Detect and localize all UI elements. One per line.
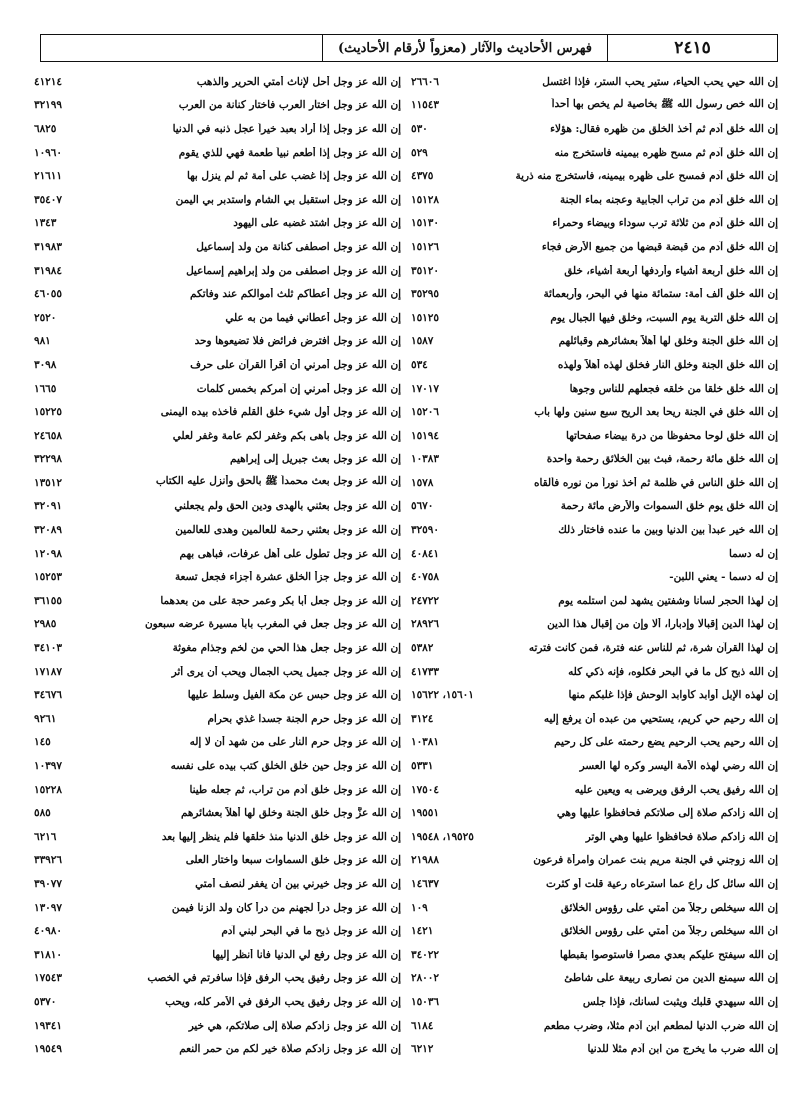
index-entry (411, 589, 778, 613)
entry-text: إن الله عز وجل زادكم صلاة إلى صلاتكم، هي خير (188, 1019, 401, 1032)
index-entry (34, 754, 401, 778)
index-entry (34, 660, 401, 684)
hadith-number: ٣٤٠٢٢ (411, 948, 439, 961)
entry-text: إن الله عز وجل ذبح ما في البحر لبني آدم (221, 925, 401, 938)
hadith-number: ٢١٩٨٨ (411, 854, 439, 867)
entry-text: إن الله عز وجل باهى بكم وغفر لكم عامة وغفر لعلي (172, 429, 401, 442)
entry-text: إن الله عز وجل استقبل بي الشام واستدبر بي اليمن (175, 193, 401, 206)
index-entry (411, 282, 778, 306)
hadith-number: ٥٣٨٢ (411, 642, 434, 655)
hadith-number: ١٤٦٣٧ (411, 877, 439, 890)
index-entry (411, 943, 778, 967)
index-entry (34, 636, 401, 660)
entry-text: إن الله عز وجل إذا غضب على أمة ثم لم ينزل بها (186, 170, 401, 183)
index-entry (34, 849, 401, 873)
index-entry (34, 801, 401, 825)
entry-text: إن الله خلق آدم فمسح على ظهره بيمينه، فاستخرج منه ذرية (515, 170, 778, 183)
index-entry (34, 117, 401, 141)
right-column (411, 70, 778, 1079)
left-column (34, 70, 401, 1079)
index-entry (411, 94, 778, 118)
hadith-number: ١٠٣٩٧ (34, 760, 62, 773)
hadith-number: ٣١٢٤ (411, 712, 434, 725)
index-entry (34, 825, 401, 849)
hadith-number: ١٩٣٤١ (34, 1019, 62, 1032)
entry-text: ان الله سيخلص رجلاً من أمتي على رؤوس الخلائق (560, 925, 778, 938)
index-entry (411, 707, 778, 731)
hadith-number: ١٠٩ (411, 901, 428, 914)
entry-text: إن الله عز وجل حرم النار على من شهد أن لا إله (189, 736, 401, 749)
index-entry (34, 471, 401, 495)
hadith-number: ٣٤١٠٣ (34, 642, 62, 655)
index-entry (34, 235, 401, 259)
entry-text: إن له دسما - يعني اللبن- (669, 571, 778, 584)
index-entry (34, 94, 401, 118)
hadith-number: ٢٨٩٢٦ (411, 618, 439, 631)
entry-text: إن الله ضرب ما يخرج من ابن آدم مثلا للدنيا (587, 1043, 778, 1056)
hadith-number: ٣٠٩٨ (34, 358, 57, 371)
index-entry (411, 731, 778, 755)
entry-text: إن الله زادكم صلاة إلى صلاتكم فحافظوا عليها وهي (556, 807, 778, 820)
entry-text: إن الله عز وجل أعطاكم ثلث أموالكم عند وفاتكم (190, 288, 401, 301)
entry-text: إن الله عز وجل خلق آدم من تراب، ثم جعله طينا (189, 783, 401, 796)
hadith-number: ١٥٦٠١، ١٥٦٢٢ (411, 689, 474, 702)
hadith-number: ٥٣٤ (411, 358, 428, 371)
hadith-number: ٥٦٧٠ (411, 500, 434, 513)
entry-text: إن الله عز وجل جعل في المغرب باباً مسيرة عرضه سبعون (145, 618, 401, 631)
index-entry (411, 471, 778, 495)
index-columns (34, 70, 778, 1079)
index-entry (411, 778, 778, 802)
index-entry (411, 896, 778, 920)
index-entry (411, 495, 778, 519)
index-entry (34, 212, 401, 236)
entry-text: إن الله عز وجل زادكم صلاة خير لكم من حمر النعم (179, 1043, 401, 1056)
hadith-number: ٦١٨٤ (411, 1019, 434, 1032)
index-entry (34, 70, 401, 94)
index-entry (411, 141, 778, 165)
entry-text: إن الله عز وجل تطول على أهل عرفات، فباهى بهم (179, 547, 401, 560)
entry-text: إن الله خلق أربعة أشياء وأردفها أربعة أشياء، خلق (564, 264, 778, 277)
hadith-number: ٤٠٧٥٨ (411, 571, 439, 584)
index-entry (34, 353, 401, 377)
hadith-number: ٣٦١٥٥ (34, 594, 62, 607)
index-entry (34, 778, 401, 802)
hadith-number: ١٠٩٦٠ (34, 146, 62, 159)
entry-text: إن الله خلق آدم من قبضة قبضها من جميع الأرض فجاء (541, 240, 778, 253)
entry-text: إن الله عز وجل بعثني بالهدى ودين الحق ولم يجعلني (174, 500, 401, 513)
hadith-number: ٢٥٢٠ (34, 311, 57, 324)
index-entry (411, 518, 778, 542)
hadith-number: ١٥٢٠٦ (411, 406, 439, 419)
entry-text: إن الله سيفتح عليكم بعدي مصرا فاستوصوا بقبطها (559, 948, 778, 961)
index-entry (34, 896, 401, 920)
index-entry (34, 683, 401, 707)
entry-text: إن الله خص رسول الله ﷺ بخاصية لم يخص بها أحداً (551, 97, 778, 110)
hadith-number: ١٥١٢٥ (411, 311, 439, 324)
entry-text: إن الله عز وجل حين خلق الخلق كتب بيده على نفسه (170, 760, 401, 773)
hadith-number: ٤٠٨٤١ (411, 547, 439, 560)
hadith-number: ٣٩٠٧٧ (34, 877, 62, 890)
hadith-number: ١٧٥٠٤ (411, 783, 439, 796)
index-entry (34, 872, 401, 896)
hadith-number: ٣١٨١٠ (34, 948, 62, 961)
entry-text: إن الله خلق ألف أمة: ستمائة منها في البحر، وأربعمائة (543, 288, 778, 301)
index-entry (34, 518, 401, 542)
index-entry (34, 282, 401, 306)
index-entry (411, 424, 778, 448)
hadith-number: ٣٢٠٨٩ (34, 524, 62, 537)
entry-text: إن الله عز وجل حبس عن مكة الفيل وسلط عليها (187, 689, 401, 702)
hadith-number: ١٥٧٨ (411, 476, 434, 489)
entry-text: إن الله عز وجل رفيق يحب الرفق فإذا سافرتم في الخصب (147, 972, 401, 985)
entry-text: إن الله ذبح كل ما في البحر فكلوه، فإنه ذكي كله (568, 665, 778, 678)
entry-text: إن لهذا الحجر لسانا وشفتين يشهد لمن استلمه يوم (558, 594, 778, 607)
hadith-number: ١٧٥٤٣ (34, 972, 62, 985)
hadith-number: ١٩٥٤٩ (34, 1043, 62, 1056)
hadith-number: ١٥٢٢٥ (34, 406, 62, 419)
hadith-number: ٥٣٣١ (411, 760, 434, 773)
entry-text: إن الله عز وجل اصطفى كنانة من ولد إسماعيل (196, 240, 401, 253)
entry-text: إن الله عز وجل رفع لي الدنيا فأنا أنظر إليها (212, 948, 401, 961)
entry-text: إن الله رفيق يحب الرفق ويرضى به ويعين عليه (574, 783, 778, 796)
hadith-number: ١٩٥٥١ (411, 807, 439, 820)
page-header (40, 34, 778, 62)
index-entry (34, 400, 401, 424)
index-entry (411, 306, 778, 330)
entry-text: إن الله خلق يوم خلق السموات والأرض مائة رحمة (560, 500, 778, 513)
entry-text: إن الله عز وجل خيرني بين أن يغفر لنصف أمتي (195, 877, 401, 890)
index-entry (34, 259, 401, 283)
hadith-number: ٣٤٦٧٦ (34, 689, 62, 702)
hadith-number: ١٣٠٩٧ (34, 901, 62, 914)
hadith-number: ٣٥٤٠٧ (34, 193, 62, 206)
entry-text: إن الله عز وجل إذا أراد بعبد خيراً عجل ذنبه في الدنيا (172, 122, 401, 135)
hadith-number: ٣٥٢٩٥ (411, 288, 439, 301)
index-entry (34, 707, 401, 731)
index-entry (34, 613, 401, 637)
hadith-number: ١٢٠٩٨ (34, 547, 62, 560)
entry-text: إن الله عزَّ وجل خلق الجنة وخلق لها أهلاً بعشائرهم (181, 807, 401, 820)
hadith-number: ٣٢٢٩٨ (34, 453, 62, 466)
index-entry (34, 943, 401, 967)
index-entry (411, 872, 778, 896)
index-entry (34, 377, 401, 401)
index-entry (411, 235, 778, 259)
hadith-number: ١٥٨٧ (411, 335, 434, 348)
hadith-number: ٢٨٠٠٢ (411, 972, 439, 985)
index-entry (34, 424, 401, 448)
index-entry (411, 1037, 778, 1061)
hadith-number: ٣٣٩٢٦ (34, 854, 62, 867)
entry-text: إن الله عز وجل أول شيء خلق القلم فأخذه بيده اليمنى (160, 406, 401, 419)
hadith-number: ١٥١٣٠ (411, 217, 439, 230)
entry-text: إن الله سيمنع الدين من نصارى ربيعة على شاطئ (564, 972, 778, 985)
index-entry (34, 141, 401, 165)
index-entry (411, 212, 778, 236)
entry-text: إن الله عز وجل أمرني أن أقرأ القرآن على حرف (190, 358, 401, 371)
entry-text: إن الله عز وجل جعل هذا الحي من لخم وجذام مغوثة (172, 642, 401, 655)
entry-text: إن لهذا القرآن شرة، ثم للناس عنه فترة، فمن كانت فترته (528, 642, 778, 655)
entry-text: إن الله زادكم صلاة فحافظوا عليها وهي الوتر (585, 830, 778, 843)
header-blank-cell (41, 35, 322, 61)
index-entry (411, 448, 778, 472)
index-entry (34, 164, 401, 188)
hadith-number: ١٠٣٨١ (411, 736, 439, 749)
hadith-number: ٣٥١٢٠ (411, 264, 439, 277)
entry-text: إن الله عز وجل بعثني رحمة للعالمين وهدى للعالمين (175, 524, 401, 537)
hadith-number: ١٠٣٨٣ (411, 453, 439, 466)
index-entry (34, 967, 401, 991)
hadith-number: ٣٢٥٩٠ (411, 524, 439, 537)
entry-text: إن لهذه الإبل أوابد كأوابد الوحش فإذا غلبكم منها (568, 689, 778, 702)
index-entry (411, 636, 778, 660)
entry-text: إن الله عز وجل حرم الجنة جسدا غذي بحرام (207, 712, 401, 725)
hadith-number: ١٤٢١ (411, 925, 434, 938)
entry-text: إن الله عز وجل جزأ الخلق عشرة أجزاء فجعل تسعة (174, 571, 401, 584)
entry-text: إن الله عز وجل جميل يحب الجمال ويحب أن يرى أثر (171, 665, 401, 678)
hadith-number: ٢١٦١١ (34, 170, 62, 183)
index-entry (411, 801, 778, 825)
hadith-number: ١٥١٢٨ (411, 193, 439, 206)
hadith-number: ١٧١٨٧ (34, 665, 62, 678)
hadith-number: ٩٨١ (34, 335, 51, 348)
hadith-number: ٦٢١٦ (34, 830, 57, 843)
entry-text: إن الله عز وجل إذا أطعم نبياً طعمة فهي للذي يقوم (178, 146, 401, 159)
hadith-number: ٢٤٦٥٨ (34, 429, 62, 442)
hadith-number: ٥٣٠ (411, 122, 428, 135)
index-page (16, 0, 778, 1109)
index-entry (34, 495, 401, 519)
entry-text: إن الله رحيم حي كريم، يستحيي من عبده أن يرفع إليه (543, 712, 778, 725)
entry-text: إن الله عز وجل خلق الدنيا منذ خلقها فلم ينظر إليها بعد (161, 830, 401, 843)
hadith-number: ٥٢٩ (411, 146, 428, 159)
entry-text: إن الله خير عبداً بين الدنيا وبين ما عنده فاختار ذلك (558, 524, 778, 537)
hadith-number: ٤١٧٣٣ (411, 665, 439, 678)
entry-text: إن الله عز وجل خلق السماوات سبعا واختار العلى (185, 854, 401, 867)
hadith-number: ٣١٩٨٣ (34, 240, 62, 253)
hadith-number: ١٩٥٢٥، ١٩٥٤٨ (411, 830, 474, 843)
index-entry (34, 1014, 401, 1038)
entry-text: إن الله عز وجل افترض فرائض فلا تضيعوها وحد (194, 335, 401, 348)
page-title: فهرس الأحاديث والآثار (معزواً لأرقام الأحاديث) (322, 35, 607, 61)
entry-text: إن الله عز وجل درأ لجهنم من درأ كان ولد الزنا فيمن (171, 901, 401, 914)
index-entry (411, 613, 778, 637)
entry-text: إن لهذا الدين إقبالا وإدبارا، ألا وإن من إقبال هذا الدين (547, 618, 778, 631)
entry-text: إن الله رحيم يحب الرحيم يضع رحمته على كل رحيم (554, 736, 778, 749)
index-entry (411, 188, 778, 212)
entry-text: إن الله عز وجل رفيق يحب الرفق في الأمر كله، ويحب (165, 995, 401, 1008)
hadith-number: ٤٠٩٨٠ (34, 925, 62, 938)
entry-text: إن الله عز وجل جعل أبا بكر وعمر حجة على من بعدهما (160, 594, 401, 607)
index-entry (34, 919, 401, 943)
index-entry (411, 353, 778, 377)
entry-text: إن الله خلق الجنة وخلق النار فخلق لهذه أهلاً ولهذه (557, 358, 778, 371)
index-entry (411, 919, 778, 943)
hadith-number: ٤٣٧٥ (411, 170, 434, 183)
index-entry (34, 448, 401, 472)
index-entry (34, 542, 401, 566)
index-entry (34, 188, 401, 212)
hadith-number: ٤٦٠٥٥ (34, 288, 62, 301)
index-entry (34, 306, 401, 330)
index-entry (411, 825, 778, 849)
index-entry (411, 164, 778, 188)
hadith-number: ٦٢١٢ (411, 1043, 434, 1056)
hadith-number: ١١٥٤٣ (411, 99, 439, 112)
hadith-number: ٥٣٧٠ (34, 995, 57, 1008)
index-entry (411, 377, 778, 401)
index-entry (411, 1014, 778, 1038)
index-entry (411, 259, 778, 283)
hadith-number: ٣٢٠٩١ (34, 500, 62, 513)
index-entry (411, 849, 778, 873)
hadith-number: ١٦٦٥ (34, 382, 57, 395)
hadith-number: ١٥١٩٤ (411, 429, 439, 442)
entry-text: إن الله خلق خلقا من خلقه فجعلهم للناس وجوها (569, 382, 778, 395)
entry-text: إن الله خلق آدم من تراب الجابية وعجنه بماء الجنة (560, 193, 778, 206)
hadith-number: ٦٨٢٥ (34, 122, 57, 135)
index-entry (411, 400, 778, 424)
hadith-number: ٢٤٧٢٢ (411, 594, 439, 607)
entry-text: إن الله عز وجل اختار العرب فاختار كنانة من العرب (178, 99, 401, 112)
entry-text: إن الله حيي يحب الحياء، ستير يحب الستر، فإذا اغتسل (542, 75, 778, 88)
hadith-number: ١٧٠١٧ (411, 382, 439, 395)
entry-text: إن له دسما (729, 547, 778, 560)
hadith-number: ٢٩٨٥ (34, 618, 57, 631)
index-entry (34, 990, 401, 1014)
entry-text: إن الله خلق آدم ثم مسح ظهره بيمينه فاستخرج منه (554, 146, 778, 159)
entry-text: إن الله خلق التربة يوم السبت، وخلق فيها الجبال يوم (550, 311, 778, 324)
entry-text: إن الله عز وجل أمرني إن آمركم بخمس كلمات (196, 382, 401, 395)
hadith-number: ١٣٤٣ (34, 217, 57, 230)
entry-text: إن الله عز وجل أعطاني فيما من به علي (225, 311, 401, 324)
entry-text: إن الله عز وجل أحل لإناث أمتي الحرير والذهب (196, 75, 401, 88)
hadith-number: ١٣٥١٢ (34, 476, 62, 489)
hadith-number: ٣١٩٨٤ (34, 264, 62, 277)
entry-text: إن الله خلق في الجنة ريحا بعد الريح سبع سنين ولها باب (534, 406, 778, 419)
index-entry (34, 565, 401, 589)
index-entry (411, 330, 778, 354)
index-entry (411, 70, 778, 94)
entry-text: إن الله عز وجل اشتد غضبه على اليهود (233, 217, 401, 230)
entry-text: إن الله خلق مائة رحمة، فبث بين الخلائق رحمة واحدة (546, 453, 778, 466)
index-entry (34, 1037, 401, 1061)
index-entry (411, 542, 778, 566)
entry-text: إن الله رضي لهذه الأمة اليسر وكره لها العسر (579, 760, 778, 773)
entry-text: إن الله خلق آدم من ثلاثة ترب سوداء وبيضاء وحمراء (552, 217, 778, 230)
entry-text: إن الله عز وجل بعث محمداً ﷺ بالحق وأنزل عليه الكتاب (155, 475, 401, 488)
hadith-number: ٤١٢١٤ (34, 75, 62, 88)
entry-text: إن الله خلق آدم ثم أخذ الخلق من ظهره فقال: هؤلاء (550, 122, 778, 135)
entry-text: إن الله خلق لوحا محفوظا من درة بيضاء صفحاتها (566, 429, 778, 442)
entry-text: إن الله سائل كل راع عما استرعاه رعية قلت أو كثرت (546, 877, 778, 890)
entry-text: إن الله سيخلص رجلاً من أمتي على رؤوس الخلائق (560, 901, 778, 914)
hadith-number: ١٥٢٥٣ (34, 571, 62, 584)
entry-text: إن الله خلق الجنة وخلق لها أهلاً بعشائرهم وقبائلهم (558, 335, 778, 348)
index-entry (411, 967, 778, 991)
hadith-number: ٢٦٦٠٦ (411, 75, 439, 88)
hadith-number: ٩٢٦١ (34, 712, 57, 725)
hadith-number: ١٥٠٣٦ (411, 995, 439, 1008)
hadith-number: ٣٢١٩٩ (34, 99, 62, 112)
entry-text: إن الله سيهدي قلبك ويثبت لسانك، فإذا جلس (582, 995, 778, 1008)
index-entry (34, 731, 401, 755)
index-entry (34, 589, 401, 613)
entry-text: إن الله زوجني في الجنة مريم بنت عمران وامرأة فرعون (533, 854, 778, 867)
entry-text: إن الله عز وجل بعث جبريل إلى إبراهيم (230, 453, 401, 466)
page-number: ٢٤١٥ (607, 35, 777, 61)
hadith-number: ٥٨٥ (34, 807, 51, 820)
hadith-number: ١٥١٢٦ (411, 240, 439, 253)
entry-text: إن الله عز وجل اصطفى من ولد إبراهيم إسماعيل (186, 264, 401, 277)
hadith-number: ١٤٥ (34, 736, 51, 749)
index-entry (411, 117, 778, 141)
entry-text: إن الله ضرب الدنيا لمطعم ابن آدم مثلا، وضرب مطعم (543, 1019, 778, 1032)
hadith-number: ١٥٢٢٨ (34, 783, 62, 796)
index-entry (411, 990, 778, 1014)
index-entry (34, 330, 401, 354)
entry-text: إن الله خلق الناس في ظلمة ثم أخذ نوراً من نوره فألقاه (534, 476, 778, 489)
index-entry (411, 754, 778, 778)
index-entry (411, 660, 778, 684)
index-entry (411, 565, 778, 589)
index-entry (411, 683, 778, 707)
